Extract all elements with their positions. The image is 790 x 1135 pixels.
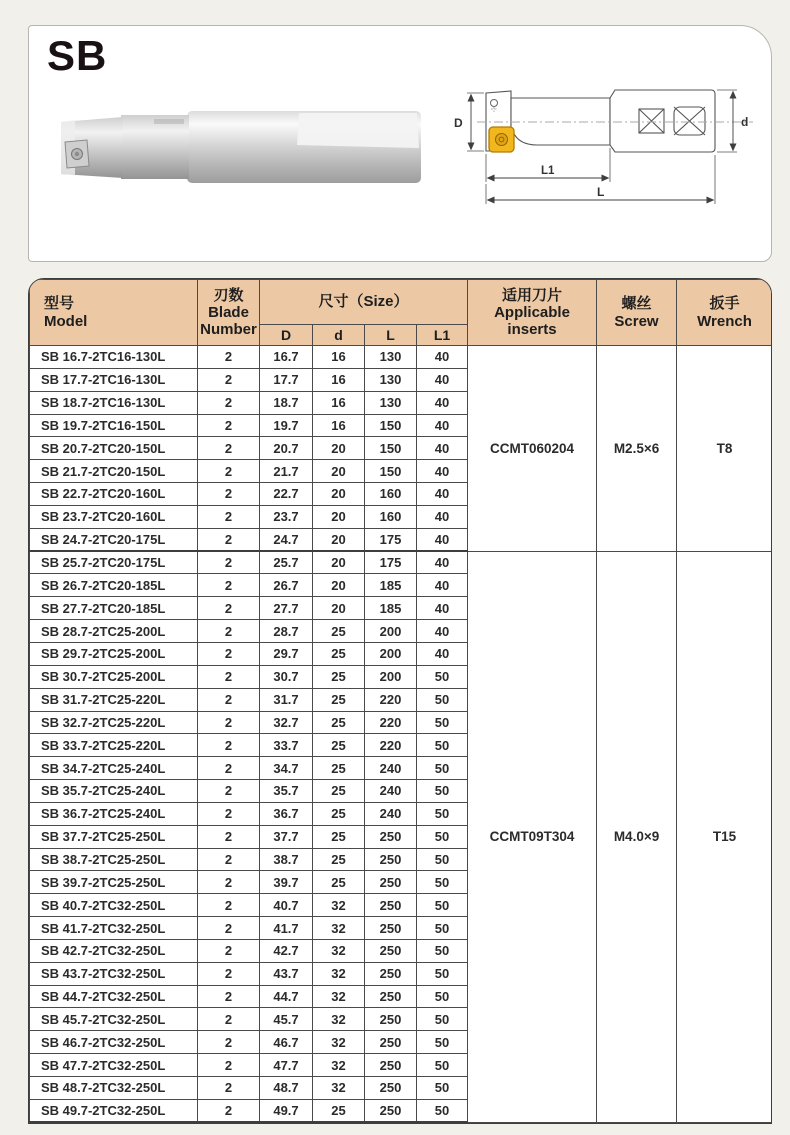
cell-L1: 40 bbox=[417, 460, 468, 483]
cell-model: SB 21.7-2TC20-150L bbox=[30, 460, 198, 483]
cell-L1: 50 bbox=[417, 917, 468, 940]
cell-d: 25 bbox=[313, 642, 365, 665]
cell-L1: 50 bbox=[417, 1099, 468, 1122]
cell-L: 240 bbox=[365, 757, 417, 780]
cell-L1: 50 bbox=[417, 1008, 468, 1031]
cell-L1: 40 bbox=[417, 551, 468, 574]
cell-model: SB 19.7-2TC16-150L bbox=[30, 414, 198, 437]
cell-L1: 40 bbox=[417, 414, 468, 437]
cell-applicable-insert: CCMT09T304 bbox=[468, 551, 597, 1122]
tool-flat-highlight bbox=[297, 113, 419, 148]
cell-blade-number: 2 bbox=[198, 460, 260, 483]
cell-L: 250 bbox=[365, 871, 417, 894]
cell-D: 34.7 bbox=[260, 757, 313, 780]
cell-wrench: T15 bbox=[677, 551, 772, 1122]
cell-L: 250 bbox=[365, 1077, 417, 1100]
cell-D: 40.7 bbox=[260, 894, 313, 917]
cell-blade-number: 2 bbox=[198, 437, 260, 460]
cell-D: 32.7 bbox=[260, 711, 313, 734]
cell-L: 250 bbox=[365, 848, 417, 871]
cell-wrench: T8 bbox=[677, 346, 772, 552]
cell-L: 175 bbox=[365, 528, 417, 551]
cell-D: 39.7 bbox=[260, 871, 313, 894]
cell-L1: 40 bbox=[417, 597, 468, 620]
cell-model: SB 49.7-2TC32-250L bbox=[30, 1099, 198, 1122]
cell-d: 25 bbox=[313, 825, 365, 848]
cell-D: 45.7 bbox=[260, 1008, 313, 1031]
table-row bbox=[30, 551, 773, 574]
cell-L: 175 bbox=[365, 551, 417, 574]
cell-model: SB 34.7-2TC25-240L bbox=[30, 757, 198, 780]
cell-L: 250 bbox=[365, 894, 417, 917]
cell-blade-number: 2 bbox=[198, 1054, 260, 1077]
cell-d: 32 bbox=[313, 1031, 365, 1054]
cell-D: 19.7 bbox=[260, 414, 313, 437]
cell-d: 25 bbox=[313, 848, 365, 871]
header-screw-en: Screw bbox=[614, 312, 659, 330]
cell-d: 32 bbox=[313, 1008, 365, 1031]
cell-L: 240 bbox=[365, 780, 417, 803]
cell-L: 250 bbox=[365, 1099, 417, 1122]
cell-d: 25 bbox=[313, 780, 365, 803]
header-wrench bbox=[677, 280, 772, 346]
cell-L: 150 bbox=[365, 414, 417, 437]
cell-L: 160 bbox=[365, 505, 417, 528]
cell-L1: 50 bbox=[417, 665, 468, 688]
cell-blade-number: 2 bbox=[198, 391, 260, 414]
cell-d: 20 bbox=[313, 551, 365, 574]
cell-model: SB 43.7-2TC32-250L bbox=[30, 962, 198, 985]
cell-model: SB 36.7-2TC25-240L bbox=[30, 802, 198, 825]
cell-model: SB 39.7-2TC25-250L bbox=[30, 871, 198, 894]
cell-L: 200 bbox=[365, 620, 417, 643]
cell-model: SB 40.7-2TC32-250L bbox=[30, 894, 198, 917]
cell-d: 20 bbox=[313, 597, 365, 620]
cell-L: 130 bbox=[365, 391, 417, 414]
cell-d: 16 bbox=[313, 346, 365, 369]
header-wrench-en: Wrench bbox=[697, 312, 752, 330]
cell-L1: 40 bbox=[417, 483, 468, 506]
cell-d: 16 bbox=[313, 414, 365, 437]
cell-model: SB 33.7-2TC25-220L bbox=[30, 734, 198, 757]
cell-L: 200 bbox=[365, 642, 417, 665]
cell-blade-number: 2 bbox=[198, 551, 260, 574]
cell-blade-number: 2 bbox=[198, 894, 260, 917]
cell-d: 25 bbox=[313, 802, 365, 825]
cell-D: 47.7 bbox=[260, 1054, 313, 1077]
dim-label-L: L bbox=[597, 185, 605, 199]
cell-L: 160 bbox=[365, 483, 417, 506]
cell-D: 23.7 bbox=[260, 505, 313, 528]
cell-L: 150 bbox=[365, 437, 417, 460]
cell-blade-number: 2 bbox=[198, 574, 260, 597]
cell-D: 29.7 bbox=[260, 642, 313, 665]
cell-D: 27.7 bbox=[260, 597, 313, 620]
header-wrench-zh: 扳手 bbox=[709, 295, 740, 313]
header-model bbox=[30, 280, 198, 346]
cell-L1: 40 bbox=[417, 574, 468, 597]
cell-blade-number: 2 bbox=[198, 665, 260, 688]
cell-D: 48.7 bbox=[260, 1077, 313, 1100]
cell-L1: 50 bbox=[417, 688, 468, 711]
cell-blade-number: 2 bbox=[198, 962, 260, 985]
header-size-L1: L1 bbox=[417, 325, 468, 346]
cell-model: SB 48.7-2TC32-250L bbox=[30, 1077, 198, 1100]
cell-d: 32 bbox=[313, 894, 365, 917]
cell-L1: 50 bbox=[417, 711, 468, 734]
cell-screw: M2.5×6 bbox=[597, 346, 677, 552]
cell-L: 250 bbox=[365, 985, 417, 1008]
cell-d: 20 bbox=[313, 528, 365, 551]
cell-d: 25 bbox=[313, 665, 365, 688]
header-screw bbox=[597, 280, 677, 346]
cell-L1: 40 bbox=[417, 391, 468, 414]
spec-table-header bbox=[30, 280, 773, 346]
cell-L: 150 bbox=[365, 460, 417, 483]
cell-blade-number: 2 bbox=[198, 871, 260, 894]
header-blade-zh: 刃数 bbox=[213, 286, 244, 304]
cell-d: 25 bbox=[313, 734, 365, 757]
cell-model: SB 32.7-2TC25-220L bbox=[30, 711, 198, 734]
cell-D: 25.7 bbox=[260, 551, 313, 574]
cell-L1: 40 bbox=[417, 346, 468, 369]
cell-model: SB 29.7-2TC25-200L bbox=[30, 642, 198, 665]
spec-table-body bbox=[30, 346, 773, 1123]
cell-blade-number: 2 bbox=[198, 825, 260, 848]
product-card bbox=[28, 25, 772, 262]
cell-d: 25 bbox=[313, 711, 365, 734]
cell-D: 18.7 bbox=[260, 391, 313, 414]
dim-label-L1: L1 bbox=[541, 165, 555, 177]
cell-model: SB 38.7-2TC25-250L bbox=[30, 848, 198, 871]
cell-D: 42.7 bbox=[260, 939, 313, 962]
cell-model: SB 37.7-2TC25-250L bbox=[30, 825, 198, 848]
cell-model: SB 41.7-2TC32-250L bbox=[30, 917, 198, 940]
cell-blade-number: 2 bbox=[198, 757, 260, 780]
cell-model: SB 46.7-2TC32-250L bbox=[30, 1031, 198, 1054]
cell-D: 44.7 bbox=[260, 985, 313, 1008]
cell-D: 20.7 bbox=[260, 437, 313, 460]
cell-model: SB 30.7-2TC25-200L bbox=[30, 665, 198, 688]
spec-table bbox=[29, 279, 772, 1123]
cell-D: 22.7 bbox=[260, 483, 313, 506]
cell-D: 41.7 bbox=[260, 917, 313, 940]
cell-blade-number: 2 bbox=[198, 985, 260, 1008]
cell-model: SB 26.7-2TC20-185L bbox=[30, 574, 198, 597]
series-title: SB bbox=[47, 32, 108, 79]
cell-blade-number: 2 bbox=[198, 620, 260, 643]
cell-model: SB 17.7-2TC16-130L bbox=[30, 368, 198, 391]
cell-model: SB 45.7-2TC32-250L bbox=[30, 1008, 198, 1031]
cell-L: 250 bbox=[365, 1031, 417, 1054]
cell-L1: 50 bbox=[417, 848, 468, 871]
cell-L: 220 bbox=[365, 734, 417, 757]
cell-d: 20 bbox=[313, 460, 365, 483]
cell-L: 250 bbox=[365, 939, 417, 962]
cell-L1: 50 bbox=[417, 962, 468, 985]
cell-L1: 50 bbox=[417, 1031, 468, 1054]
header-model-zh: 型号 bbox=[44, 295, 75, 313]
cell-model: SB 23.7-2TC20-160L bbox=[30, 505, 198, 528]
cell-model: SB 22.7-2TC20-160L bbox=[30, 483, 198, 506]
header-size-d: d bbox=[313, 325, 365, 346]
cell-d: 25 bbox=[313, 1099, 365, 1122]
cell-model: SB 44.7-2TC32-250L bbox=[30, 985, 198, 1008]
cell-L1: 50 bbox=[417, 985, 468, 1008]
cell-model: SB 35.7-2TC25-240L bbox=[30, 780, 198, 803]
spec-table-wrap bbox=[28, 278, 772, 1124]
cell-D: 36.7 bbox=[260, 802, 313, 825]
cell-L1: 40 bbox=[417, 642, 468, 665]
cell-L: 130 bbox=[365, 368, 417, 391]
cell-L1: 50 bbox=[417, 780, 468, 803]
header-size: 尺寸（Size） bbox=[260, 280, 468, 325]
cell-model: SB 28.7-2TC25-200L bbox=[30, 620, 198, 643]
cell-blade-number: 2 bbox=[198, 1099, 260, 1122]
cell-D: 33.7 bbox=[260, 734, 313, 757]
cell-model: SB 42.7-2TC32-250L bbox=[30, 939, 198, 962]
cell-d: 32 bbox=[313, 917, 365, 940]
cell-L: 200 bbox=[365, 665, 417, 688]
cell-L1: 50 bbox=[417, 825, 468, 848]
cell-L1: 40 bbox=[417, 368, 468, 391]
header-blade-number bbox=[198, 280, 260, 346]
cell-D: 30.7 bbox=[260, 665, 313, 688]
cell-d: 20 bbox=[313, 505, 365, 528]
cell-L: 250 bbox=[365, 962, 417, 985]
cell-blade-number: 2 bbox=[198, 780, 260, 803]
cell-L: 130 bbox=[365, 346, 417, 369]
cell-d: 32 bbox=[313, 985, 365, 1008]
dim-label-D: D bbox=[454, 116, 463, 130]
cell-screw: M4.0×9 bbox=[597, 551, 677, 1122]
cell-d: 32 bbox=[313, 1077, 365, 1100]
cell-L: 220 bbox=[365, 688, 417, 711]
tool-photo bbox=[53, 110, 425, 188]
tool-neck bbox=[121, 115, 189, 179]
cell-d: 20 bbox=[313, 483, 365, 506]
cell-L: 220 bbox=[365, 711, 417, 734]
cell-D: 38.7 bbox=[260, 848, 313, 871]
cell-d: 32 bbox=[313, 939, 365, 962]
cell-d: 25 bbox=[313, 757, 365, 780]
cell-L1: 50 bbox=[417, 1054, 468, 1077]
cell-D: 26.7 bbox=[260, 574, 313, 597]
cell-L: 250 bbox=[365, 917, 417, 940]
cell-blade-number: 2 bbox=[198, 711, 260, 734]
cell-d: 32 bbox=[313, 962, 365, 985]
header-model-en: Model bbox=[44, 312, 88, 330]
cell-d: 20 bbox=[313, 574, 365, 597]
header-inserts-en: Applicable inserts bbox=[494, 303, 570, 339]
header-applicable-inserts bbox=[468, 280, 597, 346]
cell-L1: 50 bbox=[417, 939, 468, 962]
cell-L1: 40 bbox=[417, 620, 468, 643]
cell-model: SB 16.7-2TC16-130L bbox=[30, 346, 198, 369]
cell-L: 250 bbox=[365, 825, 417, 848]
cell-D: 21.7 bbox=[260, 460, 313, 483]
cell-model: SB 25.7-2TC20-175L bbox=[30, 551, 198, 574]
tool-dimension-diagram bbox=[453, 78, 767, 230]
cell-d: 20 bbox=[313, 437, 365, 460]
cell-d: 25 bbox=[313, 620, 365, 643]
cell-D: 17.7 bbox=[260, 368, 313, 391]
cell-applicable-insert: CCMT060204 bbox=[468, 346, 597, 552]
cell-model: SB 47.7-2TC32-250L bbox=[30, 1054, 198, 1077]
cell-L: 240 bbox=[365, 802, 417, 825]
cell-L1: 50 bbox=[417, 894, 468, 917]
cell-d: 16 bbox=[313, 391, 365, 414]
cell-blade-number: 2 bbox=[198, 1077, 260, 1100]
cell-L1: 40 bbox=[417, 437, 468, 460]
cell-blade-number: 2 bbox=[198, 642, 260, 665]
cell-blade-number: 2 bbox=[198, 848, 260, 871]
cell-L: 250 bbox=[365, 1008, 417, 1031]
cell-model: SB 27.7-2TC20-185L bbox=[30, 597, 198, 620]
cell-blade-number: 2 bbox=[198, 917, 260, 940]
cell-D: 43.7 bbox=[260, 962, 313, 985]
cell-D: 35.7 bbox=[260, 780, 313, 803]
cell-L1: 40 bbox=[417, 528, 468, 551]
cell-D: 37.7 bbox=[260, 825, 313, 848]
cell-d: 16 bbox=[313, 368, 365, 391]
cell-L1: 50 bbox=[417, 1077, 468, 1100]
header-blade-en: Blade Number bbox=[200, 303, 257, 339]
cell-L1: 50 bbox=[417, 757, 468, 780]
cell-blade-number: 2 bbox=[198, 414, 260, 437]
cell-blade-number: 2 bbox=[198, 483, 260, 506]
cell-D: 28.7 bbox=[260, 620, 313, 643]
header-size-D: D bbox=[260, 325, 313, 346]
header-inserts-zh: 适用刀片 bbox=[502, 286, 563, 304]
cell-d: 32 bbox=[313, 1054, 365, 1077]
cell-L: 185 bbox=[365, 597, 417, 620]
cell-model: SB 18.7-2TC16-130L bbox=[30, 391, 198, 414]
cell-D: 31.7 bbox=[260, 688, 313, 711]
header-screw-zh: 螺丝 bbox=[621, 295, 652, 313]
cell-D: 24.7 bbox=[260, 528, 313, 551]
cell-blade-number: 2 bbox=[198, 1031, 260, 1054]
cell-L1: 50 bbox=[417, 734, 468, 757]
cell-blade-number: 2 bbox=[198, 1008, 260, 1031]
cell-d: 25 bbox=[313, 871, 365, 894]
cell-D: 46.7 bbox=[260, 1031, 313, 1054]
cell-blade-number: 2 bbox=[198, 597, 260, 620]
dim-label-d: d bbox=[741, 115, 749, 129]
cell-L1: 40 bbox=[417, 505, 468, 528]
header-size-L: L bbox=[365, 325, 417, 346]
cell-D: 16.7 bbox=[260, 346, 313, 369]
cell-blade-number: 2 bbox=[198, 802, 260, 825]
cell-L: 185 bbox=[365, 574, 417, 597]
cell-blade-number: 2 bbox=[198, 368, 260, 391]
cell-L1: 50 bbox=[417, 802, 468, 825]
cell-D: 49.7 bbox=[260, 1099, 313, 1122]
cell-blade-number: 2 bbox=[198, 688, 260, 711]
cell-blade-number: 2 bbox=[198, 528, 260, 551]
cell-blade-number: 2 bbox=[198, 505, 260, 528]
cell-model: SB 24.7-2TC20-175L bbox=[30, 528, 198, 551]
cell-model: SB 20.7-2TC20-150L bbox=[30, 437, 198, 460]
cell-blade-number: 2 bbox=[198, 346, 260, 369]
cell-model: SB 31.7-2TC25-220L bbox=[30, 688, 198, 711]
cell-blade-number: 2 bbox=[198, 939, 260, 962]
cell-d: 25 bbox=[313, 688, 365, 711]
table-row bbox=[30, 346, 773, 369]
cell-L1: 50 bbox=[417, 871, 468, 894]
cell-L: 250 bbox=[365, 1054, 417, 1077]
cell-blade-number: 2 bbox=[198, 734, 260, 757]
